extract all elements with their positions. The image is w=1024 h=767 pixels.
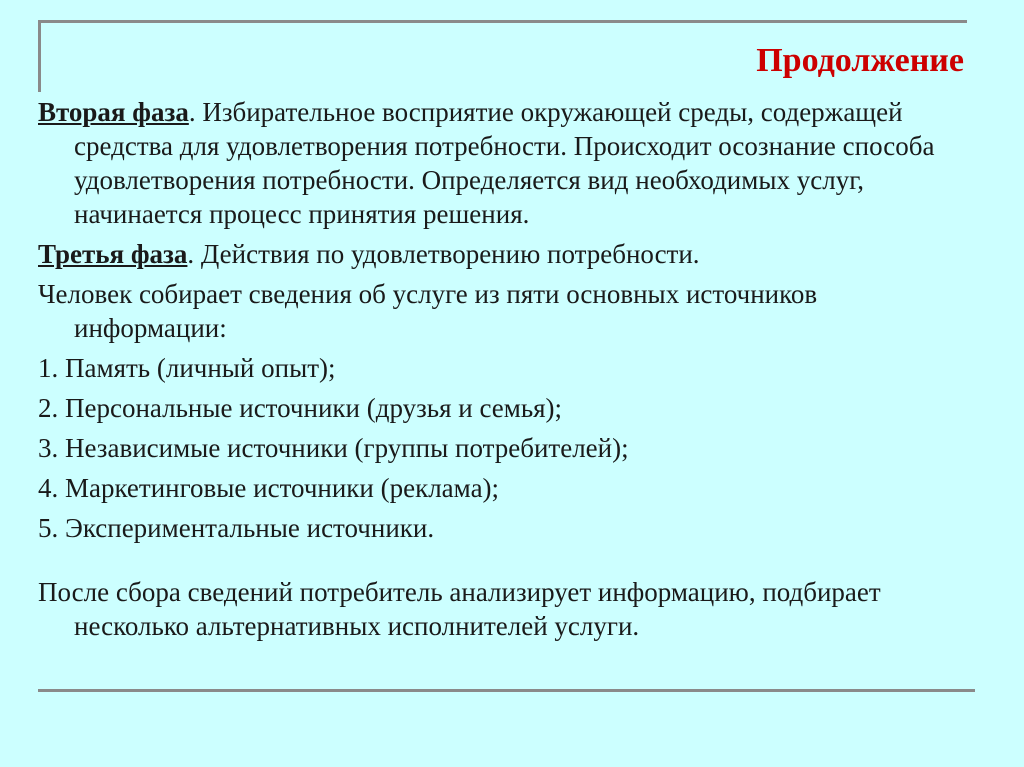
- phase-three-label: Третья фаза: [38, 239, 188, 269]
- source-item-memory: 1. Память (личный опыт);: [38, 353, 336, 383]
- slide-title: Продолжение: [756, 42, 964, 79]
- frame-left-line: [38, 20, 41, 92]
- source-item-personal: 2. Персональные источники (друзья и семья);: [38, 393, 563, 423]
- phase-two-text: . Избирательное восприятие окружающей среды, содержащей средства для удовлетворения потребности. Происходит осознание способа удовлетворения потребности. Определяется вид необходимых услуг, начинается процесс принятия решения.: [74, 97, 935, 229]
- phase-two-label: Вторая фаза: [38, 97, 189, 127]
- source-item-marketing: 4. Маркетинговые источники (реклама);: [38, 473, 500, 503]
- source-item-independent: 3. Независимые источники (группы потребителей);: [38, 433, 629, 463]
- source-item-experimental: 5. Экспериментальные источники.: [38, 513, 435, 543]
- conclusion-paragraph: После сбора сведений потребитель анализирует информацию, подбирает несколько альтернативных исполнителей услуги.: [38, 577, 881, 641]
- spacer: [38, 551, 938, 575]
- frame-bottom-line: [38, 689, 975, 692]
- phase-three-text: . Действия по удовлетворению потребности.: [187, 239, 700, 269]
- frame-top-line: [38, 20, 967, 23]
- phase-two-paragraph: [38, 95, 938, 231]
- slide-body: [38, 95, 938, 649]
- phase-three-paragraph: [38, 237, 938, 271]
- sources-intro: Человек собирает сведения об услуге из пяти основных источников информации:: [38, 279, 818, 343]
